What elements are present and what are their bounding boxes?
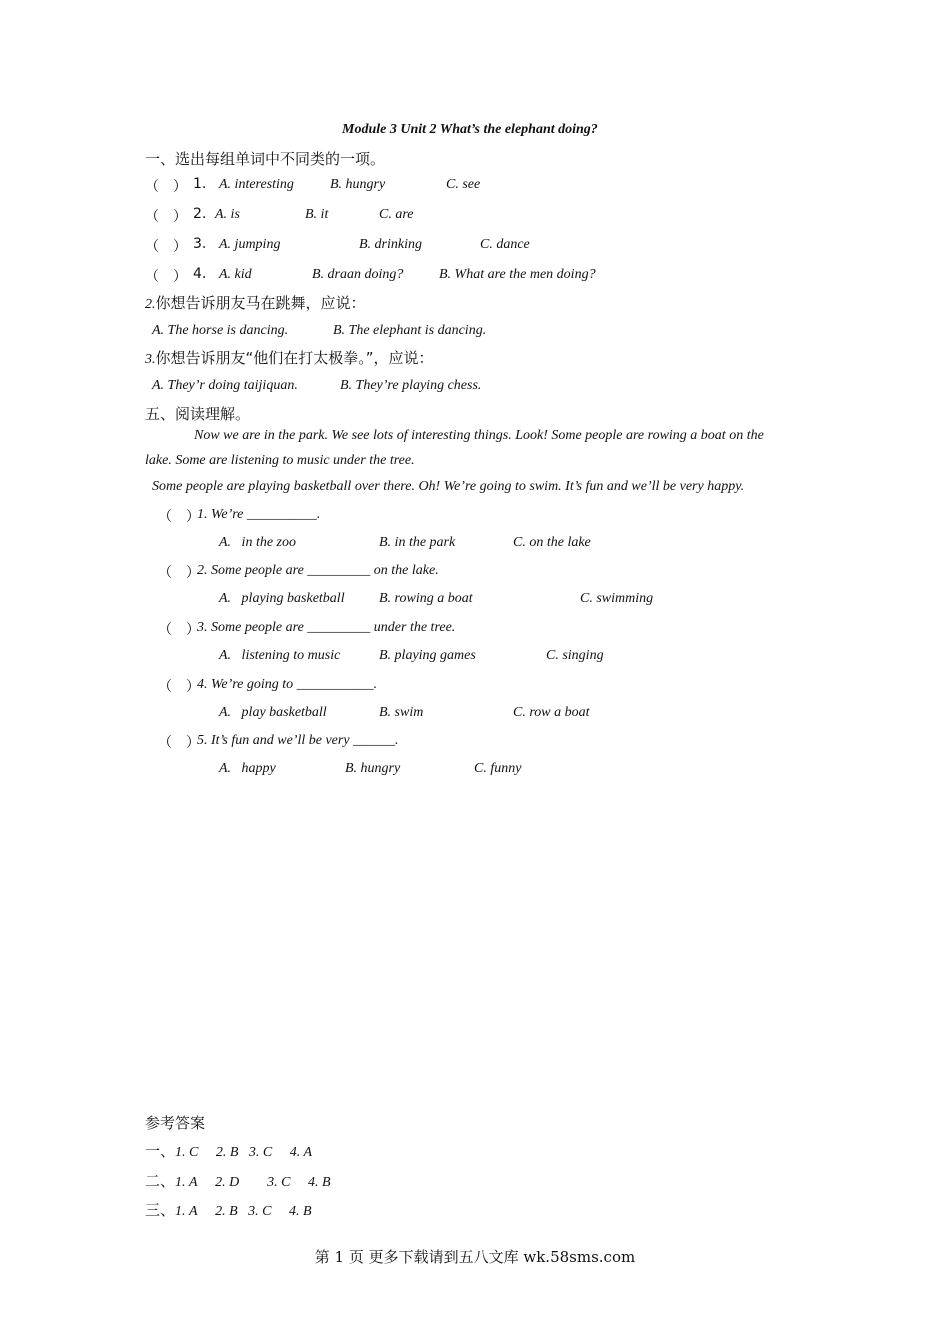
answer-label: 一、: [145, 1142, 176, 1160]
answer-values: 1. C 2. B 3. C 4. A: [175, 1145, 313, 1160]
option-c: B. What are the men doing?: [439, 267, 596, 282]
option-a: A. jumping: [219, 237, 281, 252]
option-b: B. hungry: [345, 761, 401, 776]
option-b: B. rowing a boat: [379, 591, 473, 606]
option-a: A. playing basketball: [219, 591, 345, 606]
option-b: B. The elephant is dancing.: [333, 323, 487, 338]
answer-row: [145, 1199, 312, 1220]
option-b: B. playing games: [379, 648, 476, 663]
item-number: 3.: [193, 236, 207, 252]
answers-heading: 参考答案: [145, 1114, 206, 1132]
question-text: 2. Some people are _________ on the lake.: [197, 563, 439, 578]
answer-blank: （ ）: [158, 679, 200, 695]
question-prompt: 你想告诉朋友马在跳舞，应说：: [155, 294, 366, 312]
option-a: A. interesting: [219, 177, 294, 192]
answer-blank: （ ）: [145, 269, 187, 285]
answer-label: 三、: [145, 1201, 176, 1219]
question-text: 1. We’re __________.: [197, 507, 321, 522]
answer-blank: （ ）: [158, 509, 200, 525]
option-a: A. happy: [219, 761, 276, 776]
passage-line: Some people are playing basketball over there. Oh! We’re going to swim. It’s fun and we’ll be very happy.: [152, 479, 745, 494]
answer-values: 1. A 2. B 3. C 4. B: [175, 1204, 312, 1219]
option-c: C. funny: [474, 761, 522, 776]
option-b: B. hungry: [330, 177, 386, 192]
option-a: A. in the zoo: [219, 535, 296, 550]
reading-heading: 五、阅读理解。: [145, 405, 251, 423]
option-b: B. drinking: [359, 237, 422, 252]
page-title: Module 3 Unit 2 What’s the elephant doing?: [342, 122, 598, 137]
option-c: C. are: [379, 207, 414, 222]
question-text: 4. We’re going to ___________.: [197, 677, 378, 692]
answer-values: 1. A 2. D 3. C 4. B: [175, 1175, 331, 1190]
option-a: A. play basketball: [219, 705, 327, 720]
answer-blank: （ ）: [145, 239, 187, 255]
question-prompt: 你想告诉朋友“他们在打太极拳。”，应说：: [155, 349, 434, 367]
option-c: C. see: [446, 177, 481, 192]
answer-blank: （ ）: [158, 622, 200, 638]
page-footer: 第 1 页 更多下载请到五八文库 wk.58sms.com: [314, 1248, 636, 1266]
option-b: B. draan doing?: [312, 267, 404, 282]
question-number: 2.: [145, 297, 156, 312]
option-a: A. kid: [219, 267, 252, 282]
option-a: A. listening to music: [219, 648, 341, 663]
question-text: 5. It’s fun and we’ll be very ______.: [197, 733, 399, 748]
answer-blank: （ ）: [145, 209, 187, 225]
option-c: C. singing: [546, 648, 604, 663]
question-3: [145, 347, 434, 368]
passage-line: lake. Some are listening to music under the tree.: [145, 453, 415, 468]
option-b: B. swim: [379, 705, 424, 720]
answer-blank: （ ）: [145, 179, 187, 195]
option-c: C. on the lake: [513, 535, 591, 550]
answer-label: 二、: [145, 1172, 176, 1190]
question-text: 3. Some people are _________ under the tree.: [197, 620, 456, 635]
answer-blank: （ ）: [158, 735, 200, 751]
option-a: A. is: [215, 207, 240, 222]
option-a: A. They’r doing taijiquan.: [152, 378, 298, 393]
passage-line: Now we are in the park. We see lots of interesting things. Look! Some people are rowing a boat on the: [194, 428, 764, 443]
item-number: 2.: [193, 206, 207, 222]
option-c: C. swimming: [580, 591, 654, 606]
answer-row: [145, 1170, 331, 1191]
item-number: 1.: [193, 176, 207, 192]
option-c: C. dance: [480, 237, 530, 252]
option-b: B. They’re playing chess.: [340, 378, 482, 393]
question-2: [145, 292, 366, 313]
option-a: A. The horse is dancing.: [152, 323, 289, 338]
item-number: 4.: [193, 266, 207, 282]
question-number: 3.: [145, 352, 156, 367]
answer-row: [145, 1140, 312, 1161]
option-b: B. in the park: [379, 535, 456, 550]
option-b: B. it: [305, 207, 329, 222]
section1-heading: 一、选出每组单词中不同类的一项。: [145, 150, 386, 168]
answer-blank: （ ）: [158, 565, 200, 581]
option-c: C. row a boat: [513, 705, 590, 720]
